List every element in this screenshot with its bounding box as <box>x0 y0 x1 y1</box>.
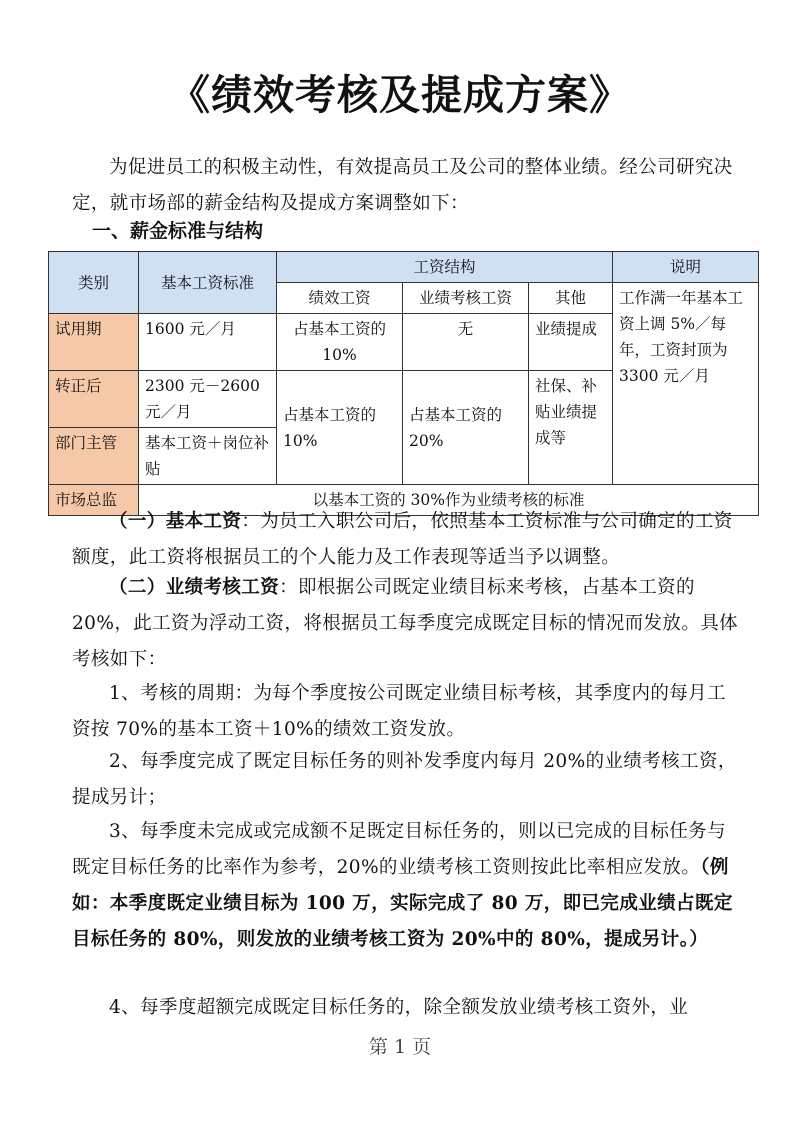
row-base: 基本工资＋岗位补贴 <box>139 428 277 485</box>
list-item-3 <box>72 814 744 958</box>
header-other: 其他 <box>529 283 613 314</box>
table-header-row <box>49 252 759 283</box>
row-base: 2300 元－2600 元／月 <box>139 371 277 428</box>
list-item-2: 2、每季度完成了既定目标任务的则补发季度内每月 20%的业绩考核工资，提成另计； <box>72 751 737 808</box>
row-span-text: 以基本工资的 30%作为业绩考核的标准 <box>139 485 759 516</box>
paragraph-label: （二）业绩考核工资 <box>109 577 280 598</box>
row-category: 部门主管 <box>49 428 139 485</box>
row-category: 转正后 <box>49 371 139 428</box>
document-title: 《绩效考核及提成方案》 <box>169 71 631 119</box>
header-assessment: 业绩考核工资 <box>403 283 529 314</box>
paragraph-assessment-salary <box>72 570 744 678</box>
example-note: （例如：本季度既定业绩目标为 100 万，实际完成了 80 万，即已完成业绩占既定目标任务的 80%，则发放的业绩考核工资为 20%中的 80%，提成另计。） <box>72 857 733 950</box>
row-base: 1600 元／月 <box>139 314 277 371</box>
list-item-4: 4、每季度超额完成既定目标任务的，除全额发放业绩考核工资外，业 <box>109 997 689 1018</box>
row-category: 市场总监 <box>49 485 139 516</box>
intro-paragraph: 为促进员工的积极主动性，有效提高员工及公司的整体业绩。经公司研究决定，就市场部的薪金结构及提成方案调整如下： <box>72 157 733 214</box>
row-assessment: 无 <box>403 314 529 371</box>
row-performance: 占基本工资的 10% <box>277 314 403 371</box>
header-note: 说明 <box>613 252 759 283</box>
list-item-text: 3、每季度未完成或完成额不足既定目标任务的，则以已完成的目标任务与既定目标任务的比率作为参考，20%的业绩考核工资则按此比率相应发放。 <box>72 821 726 878</box>
header-structure: 工资结构 <box>277 252 613 283</box>
paragraph-label: （一）基本工资 <box>109 511 242 532</box>
note-cell: 工作满一年基本工资上调 5%／每年，工资封顶为 3300 元／月 <box>613 283 759 485</box>
list-item-1: 1、考核的周期：为每个季度按公司既定业绩目标考核，其季度内的每月工资按 70%的基本工资＋10%的绩效工资发放。 <box>72 683 726 740</box>
paragraph-text: ：为员工入职公司后，依照基本工资标准与公司确定的工资额度，此工资将根据员工的个人能力及工作表现等适当予以调整。 <box>72 511 733 568</box>
row-other: 业绩提成 <box>529 314 613 371</box>
section-heading-salary: 一、薪金标准与结构 <box>92 220 264 242</box>
header-base-standard: 基本工资标准 <box>139 252 277 314</box>
row-other-merged: 社保、补贴业绩提成等 <box>529 371 613 485</box>
salary-table <box>48 251 759 516</box>
row-assessment-merged: 占基本工资的 20% <box>403 371 529 485</box>
header-category: 类别 <box>49 252 139 314</box>
paragraph-text: ：即根据公司既定业绩目标来考核，占基本工资的 20%，此工资为浮动工资，将根据员工每季度完成既定目标的情况而发放。具体考核如下： <box>72 577 739 670</box>
header-performance: 绩效工资 <box>277 283 403 314</box>
page-number: 第 1 页 <box>368 1036 432 1058</box>
row-category: 试用期 <box>49 314 139 371</box>
row-performance-merged: 占基本工资的 10% <box>277 371 403 485</box>
paragraph-base-salary <box>72 504 744 576</box>
